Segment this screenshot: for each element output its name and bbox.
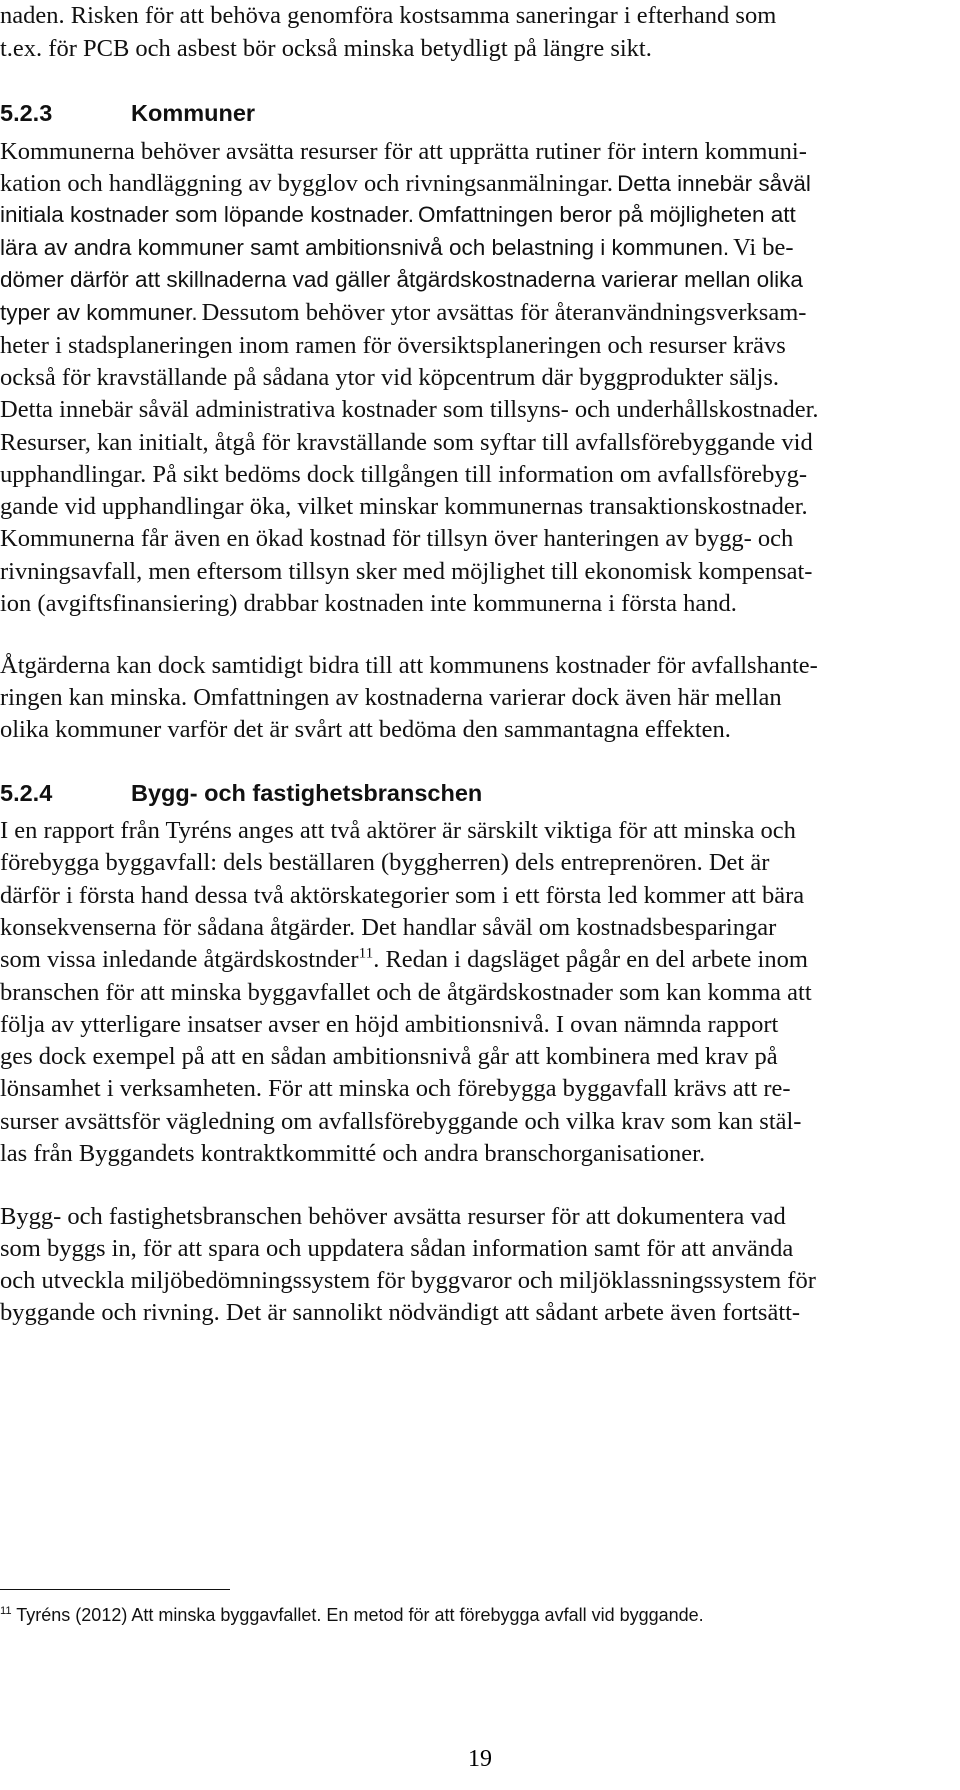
- body-line-mixed: [0, 299, 806, 327]
- section-title: Bygg- och fastighetsbranschen: [131, 780, 483, 806]
- body-text: som vissa inledande åtgärdskostnder: [0, 946, 359, 973]
- section-title: Kommuner: [131, 100, 256, 126]
- body-text-sans: Omfattningen beror på möjligheten att: [418, 202, 796, 227]
- body-line: som byggs in, för att spara och uppdatera sådan information samt för att använda: [0, 1235, 794, 1262]
- body-line: Detta innebär såväl administrativa kostnader som tillsyns- och underhållskostnader.: [0, 396, 819, 423]
- body-line: ion (avgiftsfinansiering) drabbar kostnaden inte kommunerna i första hand.: [0, 590, 737, 617]
- body-line: följa av ytterligare insatser avser en höjd ambitionsnivå. I ovan nämnda rapport: [0, 1011, 779, 1038]
- body-line: ges dock exempel på att en sådan ambitionsnivå går att kombinera med krav på: [0, 1043, 778, 1070]
- body-line: upphandlingar. På sikt bedöms dock tillgången till information om avfallsförebyg-: [0, 461, 807, 488]
- body-line: t.ex. för PCB och asbest bör också minska betydligt på längre sikt.: [0, 35, 652, 62]
- body-line: surser avsättsför vägledning om avfallsförebyggande och vilka krav som kan stäl-: [0, 1108, 802, 1135]
- body-line: också för kravställande på sådana ytor vid köpcentrum där byggprodukter säljs.: [0, 364, 779, 391]
- body-line: förebygga byggavfall: dels beställaren (byggherren) dels entreprenören. Det är: [0, 849, 770, 876]
- section-number: 5.2.4: [0, 780, 53, 806]
- body-text-sans: lära av andra kommuner samt ambitionsnivå och belastning i kommunen.: [0, 235, 730, 260]
- body-line: Kommunerna får även en ökad kostnad för tillsyn över hanteringen av bygg- och: [0, 525, 794, 552]
- body-line: Kommunerna behöver avsätta resurser för att upprätta rutiner för intern kommuni-: [0, 138, 807, 165]
- body-line: lönsamhet i verksamheten. För att minska och förebygga byggavfall krävs att re-: [0, 1075, 791, 1102]
- body-line: Bygg- och fastighetsbranschen behöver avsätta resurser för att dokumentera vad: [0, 1203, 786, 1230]
- body-line: konsekvenserna för sådana åtgärder. Det handlar såväl om kostnadsbesparingar: [0, 914, 777, 941]
- footnote-separator: [0, 1589, 230, 1590]
- body-line: branschen för att minska byggavfallet och de åtgärdskostnader som kan komma att: [0, 979, 812, 1006]
- body-line: byggande och rivning. Det är sannolikt nödvändigt att sådant arbete även fortsätt-: [0, 1299, 801, 1326]
- body-text-serif: Dessutom behöver ytor avsättas för återanvändningsverksam-: [201, 299, 807, 326]
- body-line: heter i stadsplaneringen inom ramen för översiktsplaneringen och resurser krävs: [0, 332, 786, 359]
- footnote: [0, 1605, 704, 1626]
- body-text-sans: initiala kostnader som löpande kostnader.: [0, 202, 415, 227]
- footnote-text: Tyréns (2012) Att minska byggavfallet. En metod för att förebygga avfall vid byggande.: [16, 1605, 704, 1625]
- body-text-serif: Vi be-: [733, 234, 794, 261]
- body-line: naden. Risken för att behöva genomföra kostsamma saneringar i efterhand som: [0, 2, 777, 29]
- body-line: las från Byggandets kontraktkommitté och andra branschorganisationer.: [0, 1140, 706, 1167]
- footnote-reference[interactable]: 11: [358, 944, 374, 962]
- section-heading-5-2-3: [0, 100, 255, 127]
- body-line: och utveckla miljöbedömningssystem för byggvaror och miljöklassningssystem för: [0, 1267, 816, 1294]
- body-text-serif: kation och handläggning av bygglov och rivningsanmälningar.: [0, 170, 614, 197]
- footnote-marker: 11: [0, 1605, 12, 1618]
- body-text: . Redan i dagsläget pågår en del arbete inom: [373, 946, 808, 973]
- body-line: därför i första hand dessa två aktörskategorier som i ett första led kommer att bära: [0, 882, 805, 909]
- body-line: olika kommuner varför det är svårt att bedöma den sammantagna effekten.: [0, 716, 731, 743]
- section-number: 5.2.3: [0, 100, 53, 126]
- body-line-with-footnote-ref: [0, 946, 808, 974]
- body-line-mixed: [0, 202, 796, 228]
- body-line: gande vid upphandlingar öka, vilket minskar kommunernas transaktionskostnader.: [0, 493, 808, 520]
- body-line: Åtgärderna kan dock samtidigt bidra till att kommunens kostnader för avfallshante-: [0, 652, 818, 679]
- body-line-mixed: [0, 170, 811, 198]
- body-text-sans: typer av kommuner.: [0, 300, 198, 325]
- body-text-sans: Detta innebär såväl: [617, 171, 811, 196]
- body-line-mixed: [0, 234, 794, 262]
- body-line: Resurser, kan initialt, åtgå för kravställande som syftar till avfallsförebyggande vid: [0, 429, 813, 456]
- body-line: I en rapport från Tyréns anges att två aktörer är särskilt viktiga för att minska och: [0, 817, 796, 844]
- body-line: dömer därför att skillnaderna vad gäller åtgärdskostnaderna varierar mellan olika: [0, 267, 803, 292]
- section-heading-5-2-4: [0, 780, 482, 807]
- body-line: rivningsavfall, men eftersom tillsyn sker med möjlighet till ekonomisk kompensat-: [0, 558, 813, 585]
- page-number: 19: [468, 1746, 492, 1772]
- body-line: ringen kan minska. Omfattningen av kostnaderna varierar dock även här mellan: [0, 684, 782, 711]
